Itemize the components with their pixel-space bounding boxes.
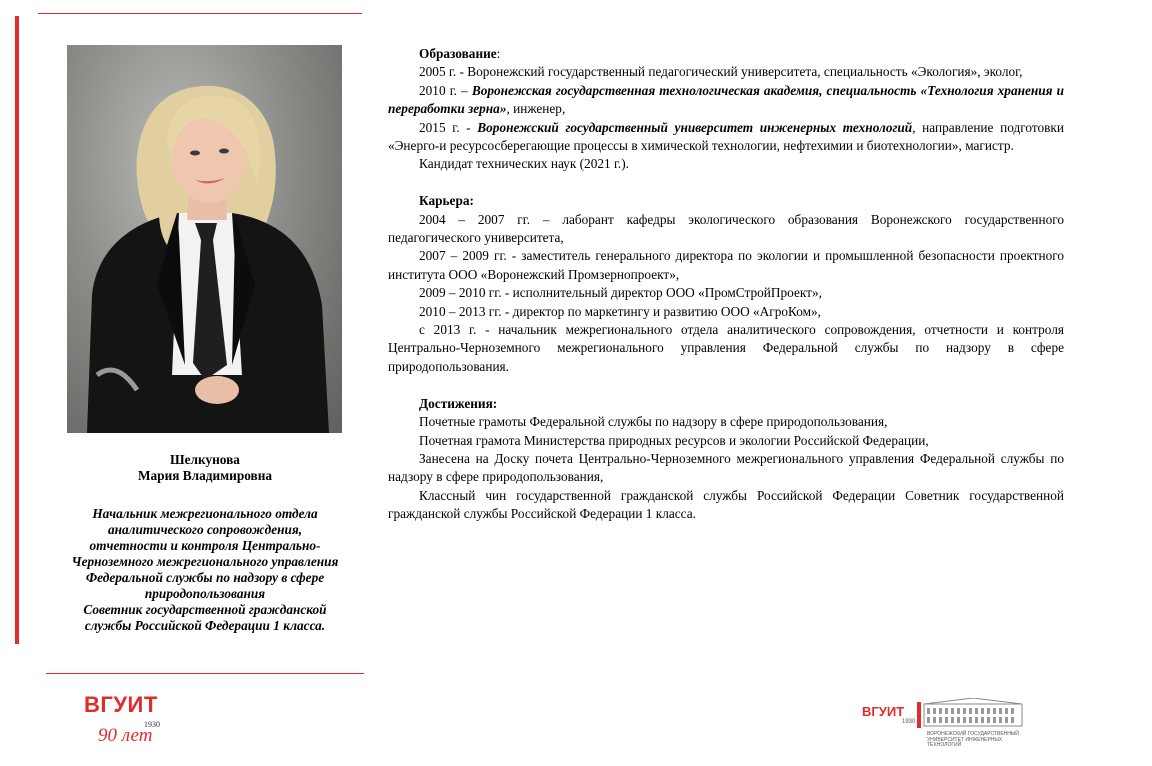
logo-year: 1930 <box>144 720 160 729</box>
vguit-university-logo <box>862 698 1027 754</box>
position-line: Черноземного межрегионального управления <box>71 554 339 569</box>
logo-name: ВГУИТ <box>84 692 158 717</box>
bottom-divider <box>46 673 364 674</box>
position-line: аналитического сопровождения, <box>107 522 303 537</box>
career-item: с 2013 г. - начальник межрегионального отдела аналитического сопровождения, отчетности и контроля Центрально-Черноземного межрегионального управления Федеральной службы по надзору в сфере природопользования. <box>388 322 1064 374</box>
position-line: отчетности и контроля Центрально- <box>89 538 321 553</box>
achievement-item: Занесена на Доску почета Центрально-Черноземного межрегионального управления Федеральной службы по надзору в сфере природопользования, <box>388 450 1064 485</box>
career-item: 2004 – 2007 гг. – лаборант кафедры экологического образования Воронежского государственного педагогического университета, <box>388 211 1064 246</box>
education-item: 2005 г. - Воронежский государственный педагогический университета, специальность «Экология», эколог, <box>419 64 1023 80</box>
career-heading: Карьера: <box>419 193 474 209</box>
position-line: Советник государственной гражданской <box>83 602 327 617</box>
logo-anniversary: 90 лет <box>98 725 153 746</box>
career-item: 2009 – 2010 гг. - исполнительный директор ООО «ПромСтройПроект», <box>419 285 822 301</box>
achievement-item: Почетные грамоты Федеральной службы по надзору в сфере природопользования, <box>419 414 888 430</box>
achievements-heading: Достижения: <box>419 395 498 411</box>
portrait-photo <box>67 45 342 433</box>
biography <box>388 45 1064 524</box>
education-heading: Образование: <box>419 46 501 61</box>
person-given-names: Мария Владимировна <box>137 468 273 483</box>
career-item: 2007 – 2009 гг. - заместитель генерального директора по экологии и промышленной безопасности проектного института ООО «Воронежский Промзернопроект», <box>388 248 1064 282</box>
vguit-90-logo <box>84 692 184 752</box>
achievement-item: Почетная грамота Министерства природных ресурсов и экологии Российской Федерации, <box>419 432 929 448</box>
position-line: службы Российской Федерации 1 класса. <box>84 618 326 633</box>
career-item: 2010 – 2013 гг. - директор по маркетингу и развитию ООО «АгроКом», <box>419 303 821 319</box>
logo-year: 1930 <box>902 719 916 725</box>
university-full-name: ВОРОНЕЖСКИЙ ГОСУДАРСТВЕННЫЙ УНИВЕРСИТЕТ ИНЖЕНЕРНЫХ ТЕХНОЛОГИЙ <box>927 731 1019 748</box>
accent-bar <box>15 16 19 644</box>
logo-name: ВГУИТ <box>862 704 905 719</box>
education-item: Кандидат технических наук (2021 г.). <box>419 156 629 172</box>
position-line: природопользования <box>144 586 266 601</box>
position-line: Федеральной службы по надзору в сфере <box>85 570 325 585</box>
profile-caption <box>40 452 370 634</box>
person-position <box>40 506 370 634</box>
position-line: Начальник межрегионального отдела <box>92 506 318 521</box>
university-building-icon <box>917 698 1025 730</box>
top-divider <box>38 13 362 14</box>
education-item: 2010 г. – Воронежская государственная технологическая академия, специальность «Технология хранения и переработки зерна», инженер, <box>388 82 1064 117</box>
achievement-item: Классный чин государственной гражданской службы Российской Федерации Советник государственной гражданской службы Российской Федерации 1 класса. <box>388 487 1064 522</box>
education-item: 2015 г. - Воронежский государственный университет инженерных технологий, направление подготовки «Энерго-и ресурсосберегающие процессы в химической технологии, нефтехимии и биотехнологии», магистр. <box>388 119 1064 154</box>
person-surname: Шелкунова <box>170 452 240 467</box>
